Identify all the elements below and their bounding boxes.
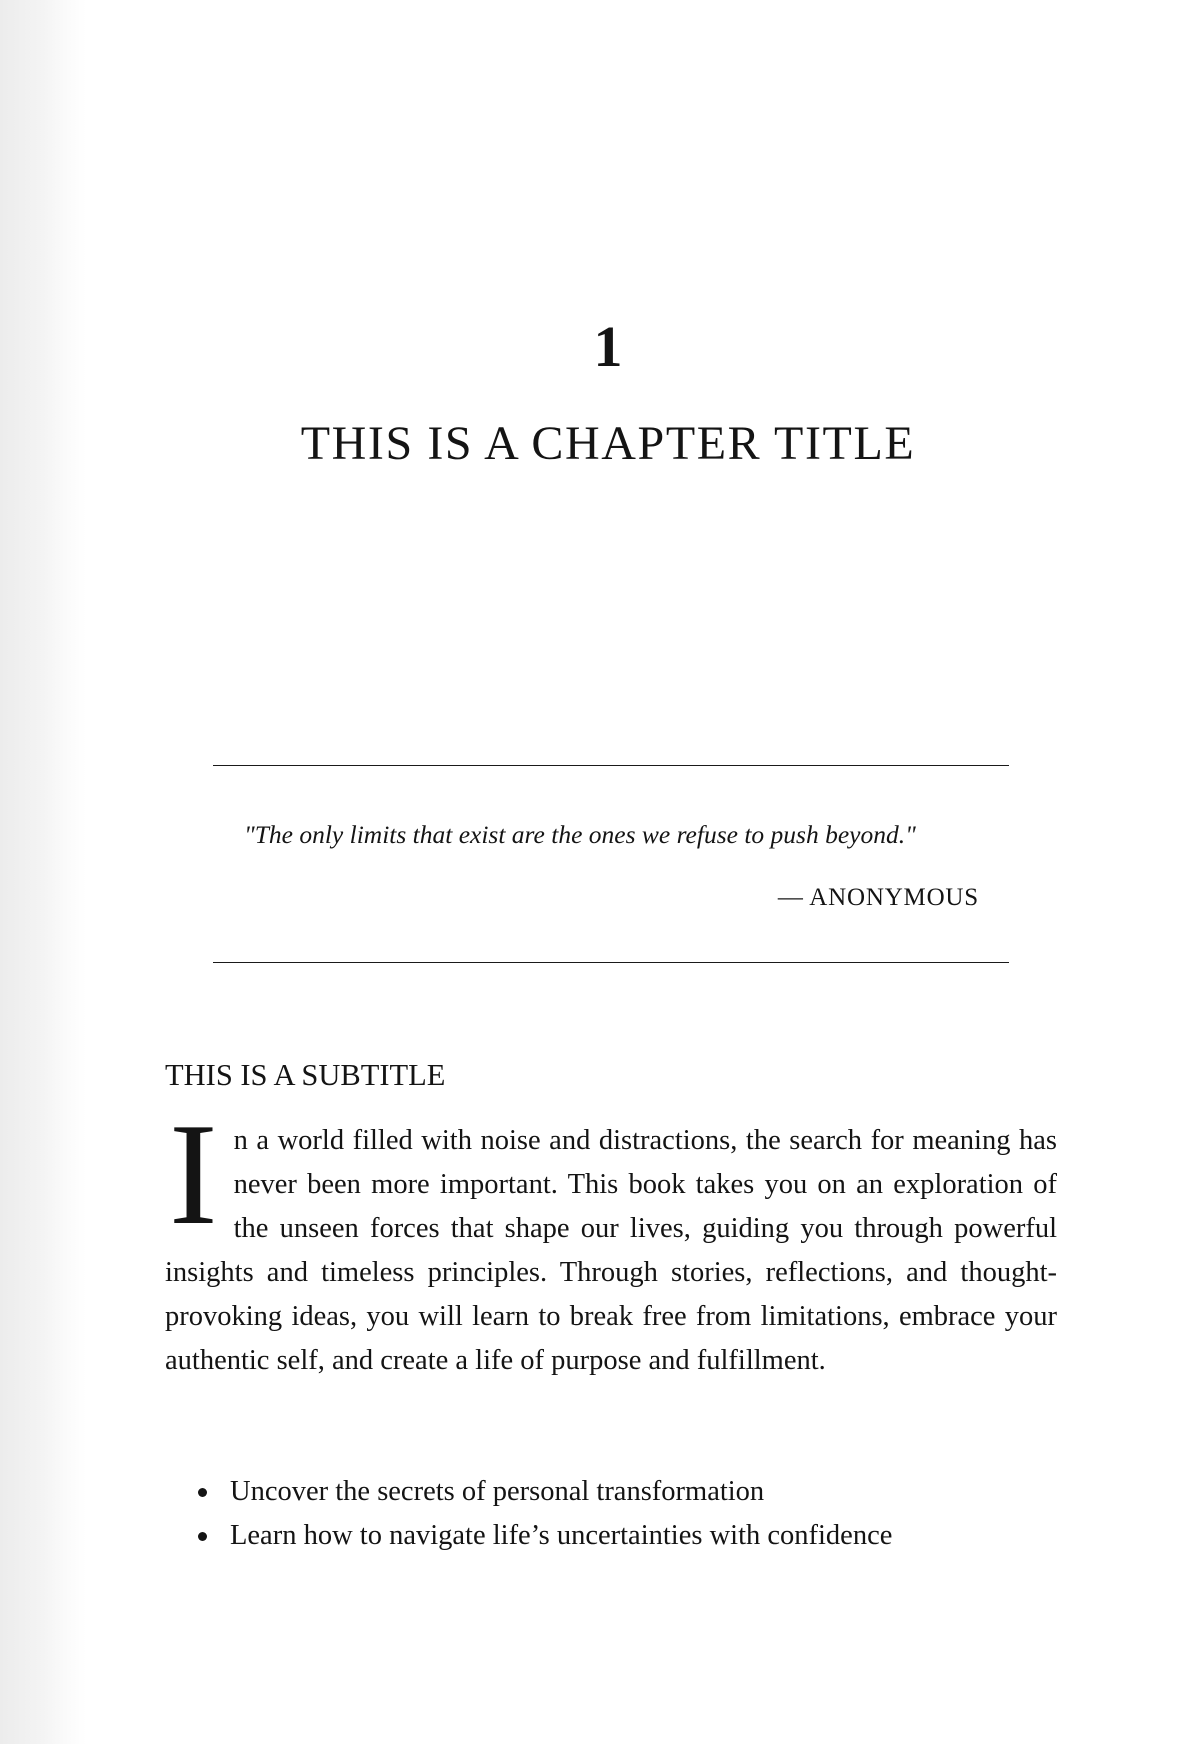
drop-cap: I (169, 1093, 218, 1255)
epigraph-bottom-rule (213, 962, 1009, 963)
epigraph-attribution: — ANONYMOUS (777, 884, 979, 911)
page-gutter-shadow (0, 0, 86, 1744)
chapter-number: 1 (593, 314, 623, 379)
body-paragraph (165, 1093, 1057, 1383)
list-item (165, 1514, 1057, 1558)
list-item-text: Uncover the secrets of personal transformation (230, 1476, 765, 1507)
epigraph-top-rule (213, 765, 1009, 766)
list-item (165, 1470, 1057, 1514)
epigraph-quote: "The only limits that exist are the ones we refuse to push beyond." (244, 820, 916, 849)
section-subtitle: THIS IS A SUBTITLE (165, 1058, 446, 1092)
bullet-list (165, 1470, 1057, 1558)
chapter-title: THIS IS A CHAPTER TITLE (300, 417, 916, 470)
paragraph-text: n a world filled with noise and distractions, the search for meaning has never been more important. This book takes you on an exploration of the unseen forces that shape our lives, guiding you through powerful insights and timeless principles. Through stories, reflections, and thought-provoking ideas, you will learn to break free from limitations, embrace your authentic self, and create a life of purpose and fulfillment. (165, 1125, 1057, 1376)
bullet-icon (198, 1532, 207, 1541)
list-item-text: Learn how to navigate life’s uncertainties with confidence (230, 1520, 893, 1551)
bullet-icon (198, 1488, 207, 1497)
